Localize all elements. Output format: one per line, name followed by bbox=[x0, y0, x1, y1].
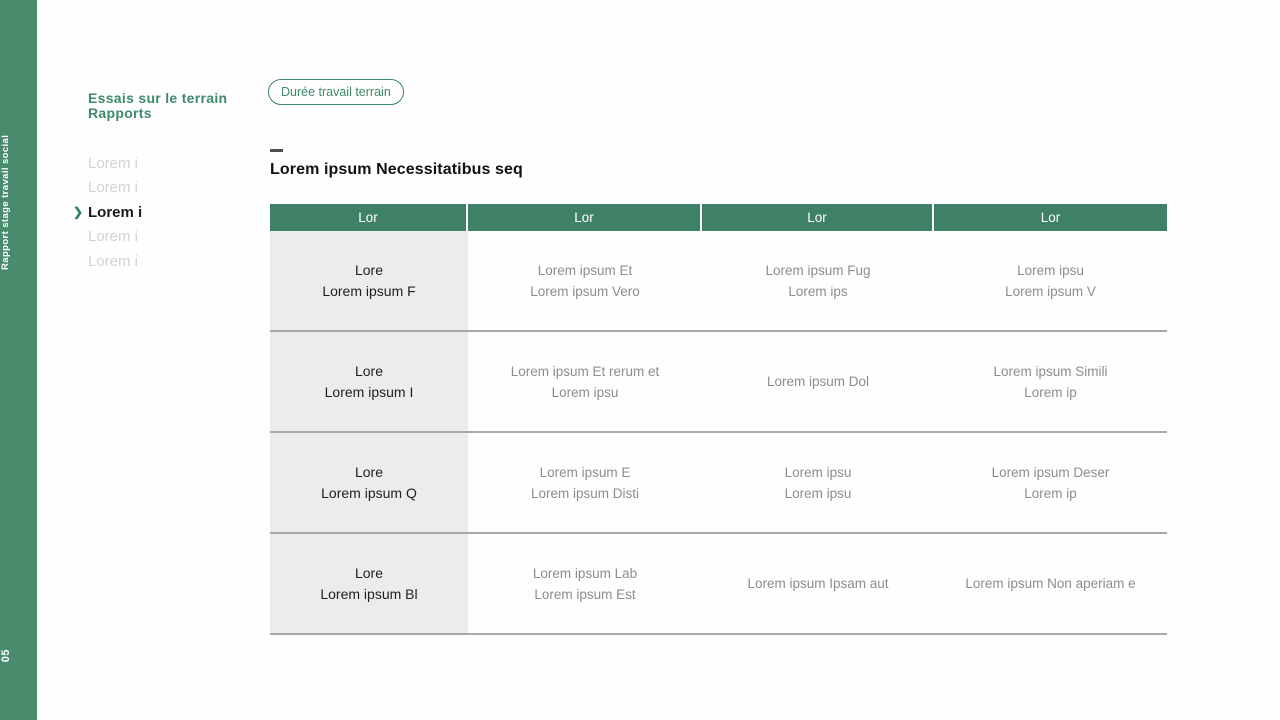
cell-line: Lorem ipsum V bbox=[1005, 283, 1096, 299]
table-cell bbox=[702, 534, 934, 633]
data-table bbox=[270, 204, 1167, 635]
table-body bbox=[270, 231, 1167, 635]
cell-line: Lorem ipsum Disti bbox=[530, 485, 640, 501]
table-header-cell: Lor bbox=[468, 204, 702, 231]
cell-line: Lorem ipsum E bbox=[539, 464, 631, 480]
cell-line: Lorem ipsum Lab bbox=[532, 565, 638, 581]
nav-heading-line2: Rapports bbox=[88, 105, 152, 121]
cell-line: Lorem ipsu bbox=[784, 464, 852, 480]
table-header-cell: Lor bbox=[934, 204, 1167, 231]
table-cell bbox=[468, 534, 702, 633]
duration-chip[interactable]: Durée travail terrain bbox=[268, 79, 404, 105]
cell-line: Lorem ips bbox=[788, 283, 848, 299]
table-cell bbox=[468, 332, 702, 431]
cell-line: Lorem ipsum Fug bbox=[765, 262, 871, 278]
table-cell bbox=[270, 534, 468, 633]
cell-line: Lorem ipsu bbox=[784, 485, 852, 501]
cell-line: Lorem ipsum Q bbox=[321, 484, 417, 501]
nav-item-active[interactable] bbox=[73, 200, 143, 225]
cell-line: Lore bbox=[354, 261, 384, 278]
cell-line: Lore bbox=[354, 362, 384, 379]
cell-line: Lorem ip bbox=[1024, 485, 1077, 501]
cell-line: Lorem ipsum Bl bbox=[320, 585, 418, 602]
table-cell bbox=[702, 332, 934, 431]
table-cell bbox=[270, 332, 468, 431]
cell-line: Lorem ipsum Simili bbox=[993, 363, 1108, 379]
nav-item[interactable] bbox=[88, 225, 142, 250]
nav-item[interactable] bbox=[88, 176, 142, 201]
nav-list bbox=[73, 151, 143, 274]
cell-line: Lorem ipsum I bbox=[324, 383, 414, 400]
cell-line: Lorem ipsum Dol bbox=[766, 374, 870, 389]
nav-item[interactable] bbox=[88, 151, 142, 176]
table-cell bbox=[934, 332, 1167, 431]
nav-item-label: Lorem i bbox=[88, 179, 139, 197]
table-row bbox=[270, 433, 1167, 534]
nav-item-label: Lorem i bbox=[88, 203, 143, 221]
nav-item[interactable] bbox=[88, 249, 142, 274]
nav-heading bbox=[88, 91, 258, 121]
table-cell bbox=[934, 231, 1167, 330]
cell-line: Lorem ipsum Non aperiam e bbox=[965, 576, 1136, 591]
table-cell bbox=[468, 231, 702, 330]
cell-line: Lorem ipsu bbox=[1017, 262, 1084, 278]
table-cell bbox=[702, 231, 934, 330]
cell-line: Lorem ipsum Deser bbox=[991, 464, 1110, 480]
page-title: Lorem ipsum Necessitatibus seq bbox=[270, 161, 523, 178]
report-vertical-title: Rapport stage travail social bbox=[0, 134, 11, 270]
cell-line: Lorem ipsum Et bbox=[537, 262, 633, 278]
table-cell bbox=[934, 534, 1167, 633]
table-row bbox=[270, 534, 1167, 635]
cell-line: Lorem ipsu bbox=[551, 384, 619, 400]
chevron-right-icon: ❯ bbox=[73, 205, 84, 220]
cell-line: Lorem ipsum Et rerum et bbox=[510, 363, 660, 379]
table-header-cell: Lor bbox=[270, 204, 468, 231]
nav-item-label: Lorem i bbox=[88, 252, 139, 270]
nav-item-label: Lorem i bbox=[88, 154, 139, 172]
cell-line: Lorem ipsum F bbox=[322, 282, 416, 299]
table-cell bbox=[270, 231, 468, 330]
cell-line: Lore bbox=[354, 564, 384, 581]
table-cell bbox=[702, 433, 934, 532]
cell-line: Lorem ipsum Ipsam aut bbox=[747, 576, 889, 591]
table-header-cell: Lor bbox=[702, 204, 934, 231]
table-row bbox=[270, 231, 1167, 332]
cell-line: Lore bbox=[354, 463, 384, 480]
cell-line: Lorem ip bbox=[1024, 384, 1077, 400]
nav-heading-line1: Essais sur le terrain bbox=[88, 90, 228, 106]
nav-item-label: Lorem i bbox=[88, 228, 139, 246]
cell-line: Lorem ipsum Vero bbox=[530, 283, 640, 299]
section-dash bbox=[270, 149, 283, 152]
cell-line: Lorem ipsum Est bbox=[534, 586, 636, 602]
table-cell bbox=[934, 433, 1167, 532]
page-number: 05 bbox=[0, 648, 12, 662]
table-cell bbox=[468, 433, 702, 532]
table-row bbox=[270, 332, 1167, 433]
table-cell bbox=[270, 433, 468, 532]
table-header-row bbox=[270, 204, 1167, 231]
